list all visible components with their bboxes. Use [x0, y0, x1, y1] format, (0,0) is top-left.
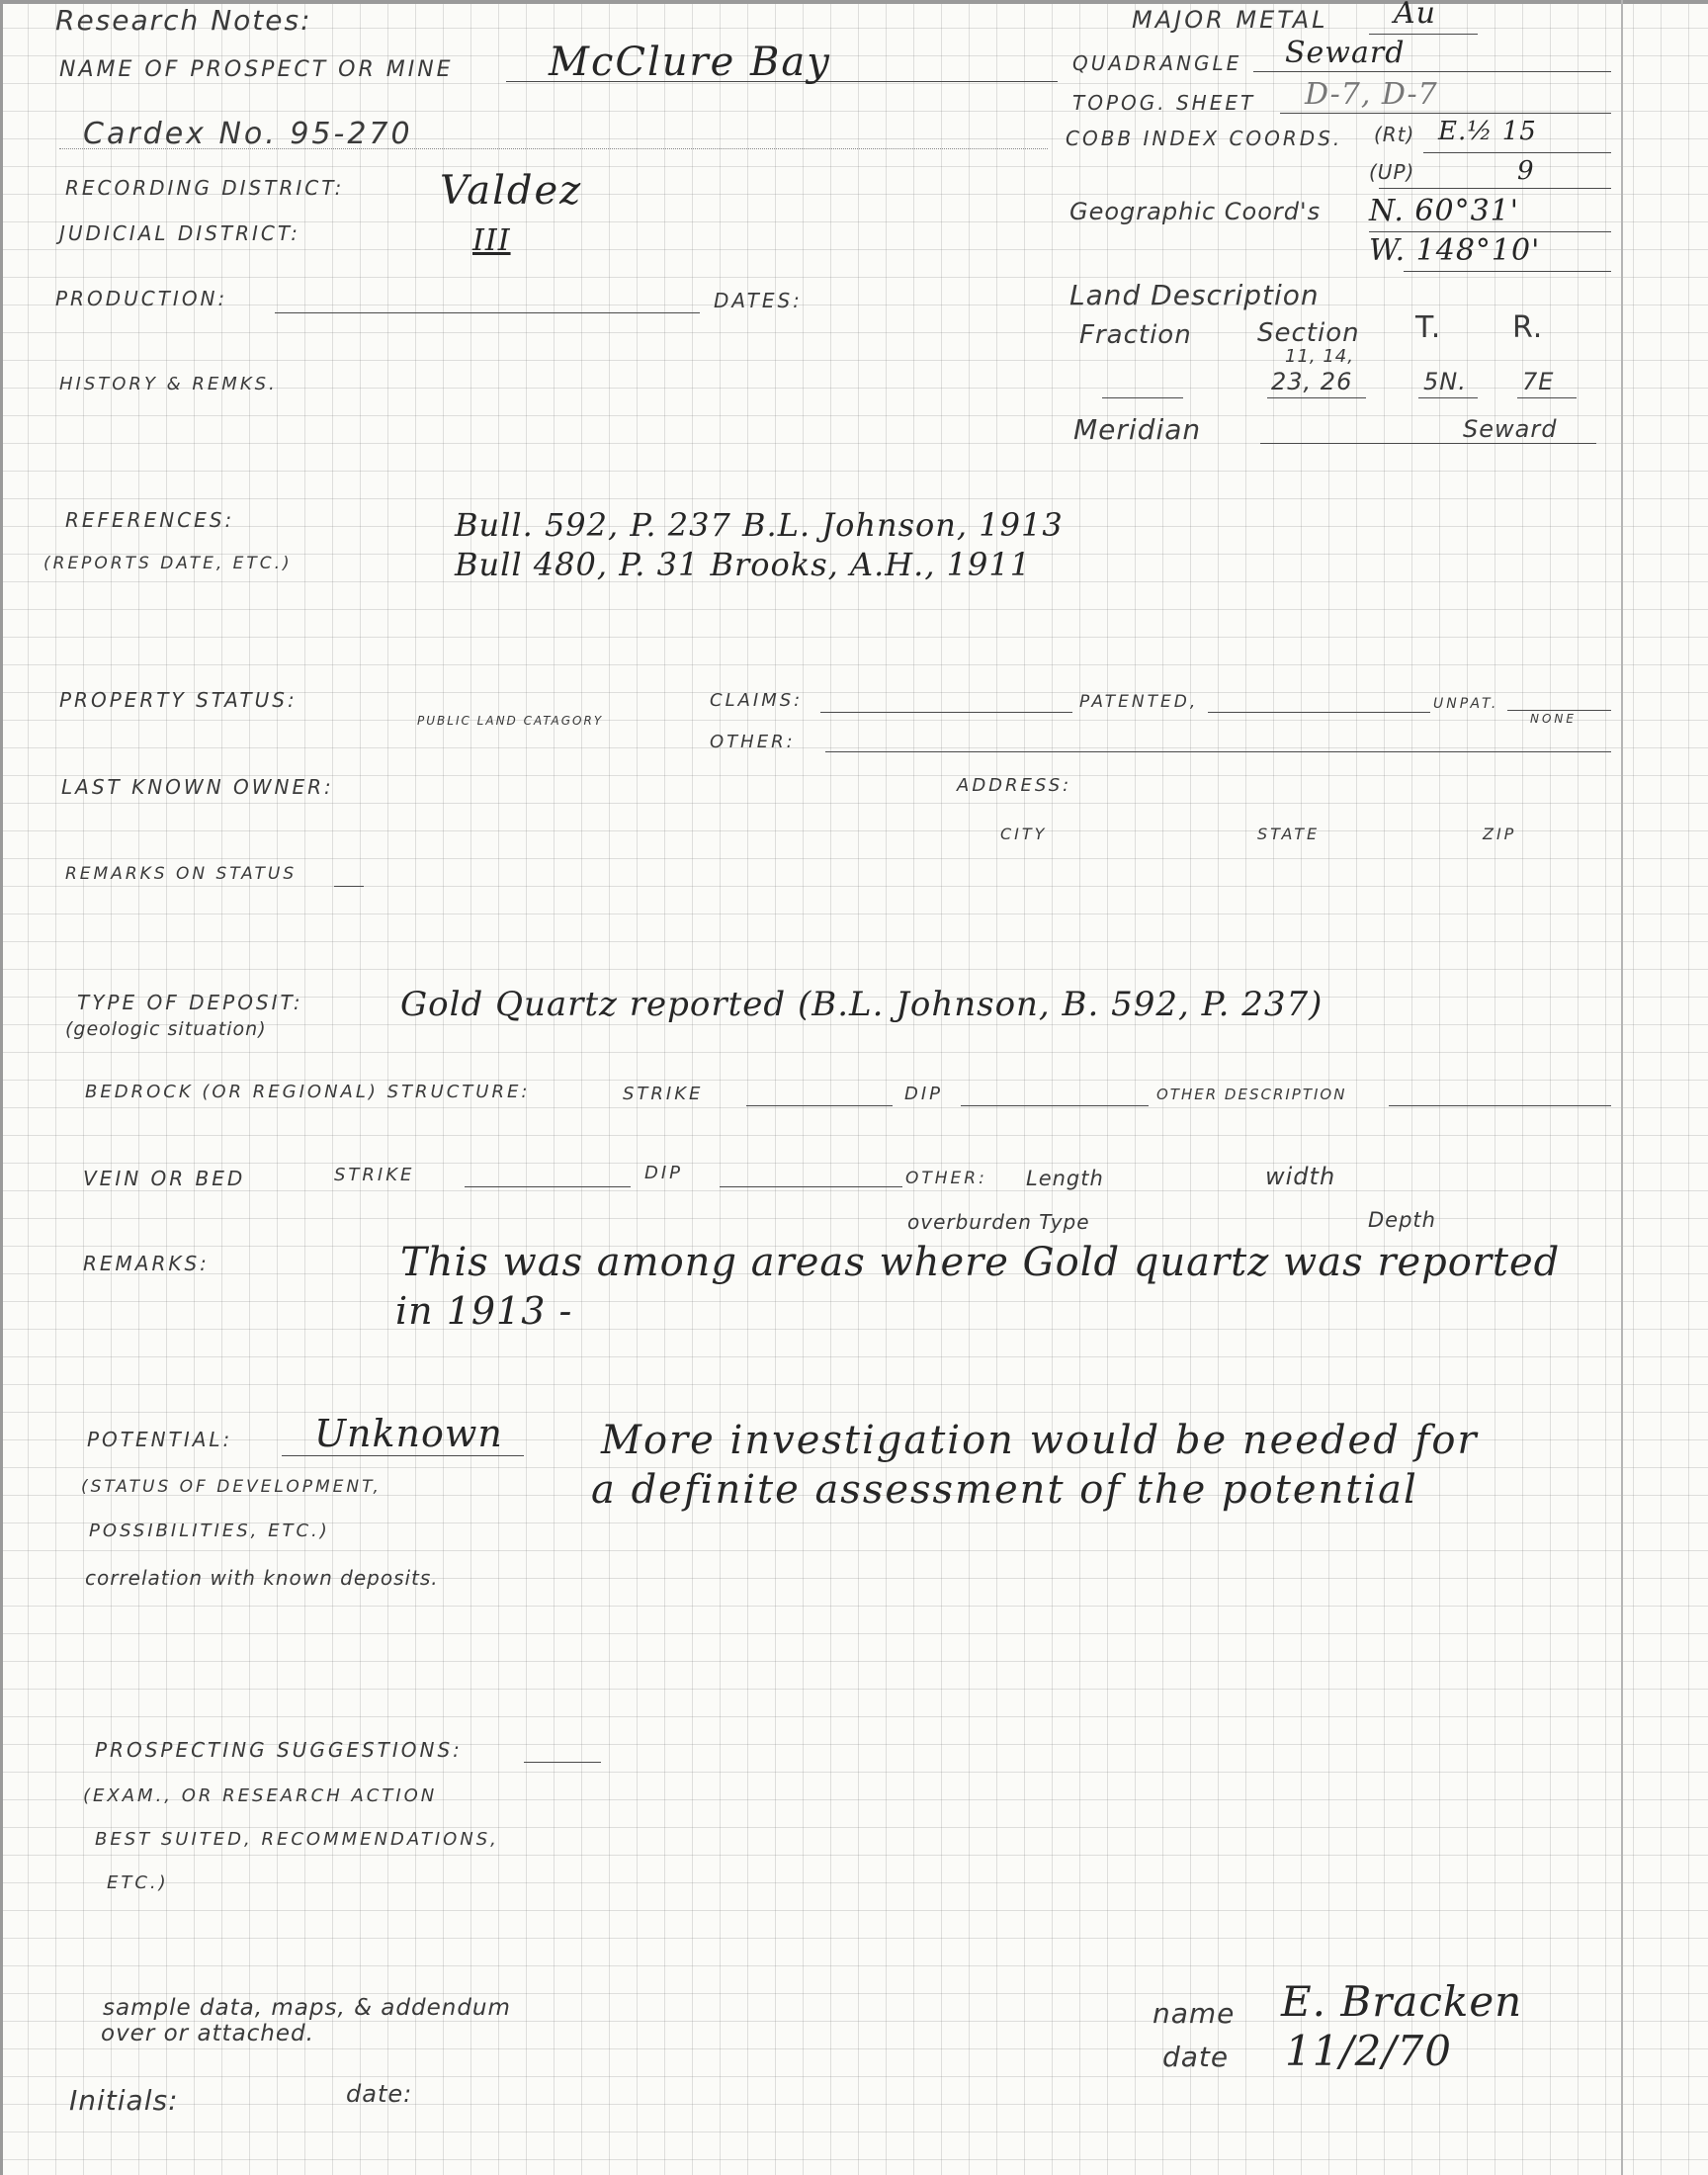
section-label: Section: [1257, 318, 1360, 348]
sheet-left-edge: [0, 0, 3, 2175]
dates-label: DATES:: [714, 289, 803, 312]
bedrock-dip-line: [961, 1105, 1149, 1106]
vein-or-bed-label: VEIN OR BED: [83, 1167, 246, 1190]
production-line: [275, 312, 700, 313]
prospecting-sub-3: ETC.): [107, 1872, 169, 1893]
quadrangle-line: [1253, 71, 1611, 72]
overburden-type-label: overburden Type: [907, 1210, 1090, 1234]
other-description-label: OTHER DESCRIPTION: [1156, 1086, 1347, 1103]
potential-label: POTENTIAL:: [87, 1428, 233, 1451]
quadrangle-label: QUADRANGLE: [1072, 51, 1242, 75]
name-value: McClure Bay: [549, 40, 831, 85]
section-value-line1: 11, 14,: [1285, 346, 1354, 367]
meridian-value: Seward: [1463, 415, 1558, 443]
reference-2: Bull 480, P. 31 Brooks, A.H., 1911: [455, 546, 1032, 583]
bedrock-dip-label: DIP: [904, 1084, 944, 1104]
cobb-up-label: (UP): [1369, 160, 1415, 184]
potential-text-1: More investigation would be needed for: [601, 1418, 1479, 1463]
deposit-type-label: TYPE OF DEPOSIT:: [77, 991, 303, 1014]
public-land-category: PUBLIC LAND CATAGORY: [417, 714, 604, 728]
sheet-right-edge: [1621, 0, 1623, 2175]
latitude-line: [1369, 231, 1611, 232]
footer-name-label: name: [1153, 1997, 1236, 2030]
range-line: [1517, 397, 1577, 398]
name-label: NAME OF PROSPECT OR MINE: [59, 57, 454, 82]
cobb-rt-label: (Rt): [1374, 123, 1415, 146]
deposit-type-sublabel: (geologic situation): [65, 1018, 267, 1040]
patented-line: [1208, 712, 1430, 713]
other-description-line: [1389, 1105, 1611, 1106]
prospecting-line: [524, 1762, 601, 1763]
deposit-type-value: Gold Quartz reported (B.L. Johnson, B. 592, P. 237): [400, 985, 1324, 1024]
sample-data-line-2: over or attached.: [101, 2021, 314, 2046]
section-value-line2: 23, 26: [1271, 368, 1353, 395]
remarks-line-2: in 1913 -: [395, 1289, 573, 1333]
unpatented-label: UNPAT.: [1433, 696, 1499, 712]
claims-line: [820, 712, 1072, 713]
cardex-number: Cardex No. 95-270: [83, 117, 413, 151]
initials-label: Initials:: [69, 2084, 179, 2117]
production-label: PRODUCTION:: [55, 287, 228, 310]
reference-1: Bull. 592, P. 237 B.L. Johnson, 1913: [455, 506, 1064, 544]
range-value: 7E: [1522, 368, 1555, 395]
other-label: OTHER:: [710, 732, 796, 752]
topog-value: D-7, D-7: [1305, 77, 1438, 112]
width-label: width: [1265, 1163, 1336, 1190]
cardex-dotted-line: [59, 148, 1048, 149]
quadrangle-value: Seward: [1285, 36, 1406, 70]
potential-sub-3: correlation with known deposits.: [85, 1566, 439, 1590]
other-line: [825, 751, 1611, 752]
prospecting-sub-2: BEST SUITED, RECOMMENDATIONS,: [95, 1829, 499, 1850]
address-label: ADDRESS:: [957, 775, 1072, 796]
latitude-value: N. 60°31': [1369, 194, 1519, 228]
fraction-line: [1102, 397, 1183, 398]
bedrock-strike-line: [746, 1105, 893, 1106]
cobb-up-line: [1379, 188, 1611, 189]
footer-date-value: 11/2/70: [1285, 2027, 1452, 2075]
prospecting-label: PROSPECTING SUGGESTIONS:: [95, 1738, 463, 1762]
township-label: T.: [1415, 310, 1442, 345]
claims-label: CLAIMS:: [710, 690, 804, 711]
city-label: CITY: [1000, 825, 1048, 843]
vein-dip-label: DIP: [644, 1163, 684, 1183]
property-status-label: PROPERTY STATUS:: [59, 688, 298, 712]
vein-strike-label: STRIKE: [334, 1165, 415, 1185]
last-owner-label: LAST KNOWN OWNER:: [61, 775, 334, 799]
land-description-title: Land Description: [1069, 279, 1320, 311]
longitude-value: W. 148°10': [1369, 233, 1541, 268]
sample-data-line-1: sample data, maps, & addendum: [103, 1995, 511, 2021]
vein-dip-line: [720, 1186, 902, 1187]
potential-line: [282, 1455, 524, 1456]
bedrock-structure-label: BEDROCK (OR REGIONAL) STRUCTURE:: [85, 1082, 531, 1102]
cobb-rt-value: E.½ 15: [1438, 117, 1537, 146]
major-metal-value: Au: [1394, 0, 1436, 31]
potential-sub-1: (STATUS OF DEVELOPMENT,: [81, 1477, 382, 1497]
remarks-label: REMARKS:: [83, 1252, 210, 1275]
fraction-label: Fraction: [1079, 320, 1192, 350]
potential-value: Unknown: [314, 1412, 503, 1455]
cobb-up-value: 9: [1517, 156, 1535, 186]
meridian-line: [1260, 443, 1596, 444]
major-metal-label: MAJOR METAL: [1132, 6, 1328, 34]
township-line: [1418, 397, 1478, 398]
topog-label: TOPOG. SHEET: [1072, 91, 1256, 115]
references-label: REFERENCES:: [65, 508, 235, 532]
judicial-district-value: III: [472, 223, 511, 258]
cobb-line: [1423, 152, 1611, 153]
major-metal-line: [1369, 34, 1478, 35]
unpatented-value: NONE: [1530, 712, 1577, 726]
unpatented-line: [1507, 710, 1611, 711]
remarks-status-line: [334, 886, 364, 887]
potential-text-2: a definite assessment of the potential: [591, 1467, 1418, 1513]
recording-district-value: Valdez: [440, 168, 583, 214]
state-label: STATE: [1257, 825, 1321, 843]
history-label: HISTORY & REMKS.: [59, 374, 278, 394]
topog-line: [1280, 113, 1611, 114]
cobb-label: COBB INDEX COORDS.: [1066, 127, 1343, 150]
length-label: Length: [1026, 1167, 1104, 1190]
remarks-line-1: This was among areas where Gold quartz was reported: [400, 1240, 1561, 1285]
recording-district-label: RECORDING DISTRICT:: [65, 176, 345, 200]
township-value: 5N.: [1423, 368, 1467, 395]
research-notes-title: Research Notes:: [55, 4, 312, 37]
prospecting-sub-1: (EXAM., OR RESEARCH ACTION: [83, 1785, 438, 1806]
geographic-coords-label: Geographic Coord's: [1069, 198, 1322, 225]
footer-date-label: date: [1162, 2041, 1230, 2073]
vein-other-label: OTHER:: [905, 1169, 987, 1188]
patented-label: PATENTED,: [1079, 692, 1199, 712]
depth-label: Depth: [1368, 1208, 1436, 1232]
potential-sub-2: POSSIBILITIES, ETC.): [89, 1521, 330, 1541]
remarks-status-label: REMARKS ON STATUS: [65, 864, 298, 884]
judicial-district-label: JUDICIAL DISTRICT:: [59, 221, 300, 245]
footer-name-value: E. Bracken: [1281, 1977, 1523, 2026]
zip-label: ZIP: [1483, 825, 1517, 843]
longitude-line: [1404, 271, 1611, 272]
section-line: [1267, 397, 1366, 398]
initials-date-label: date:: [346, 2080, 413, 2108]
references-sublabel: (REPORTS DATE, ETC.): [43, 554, 293, 573]
vein-strike-line: [465, 1186, 631, 1187]
bedrock-strike-label: STRIKE: [623, 1084, 704, 1104]
range-label: R.: [1512, 310, 1544, 345]
meridian-label: Meridian: [1073, 413, 1202, 446]
